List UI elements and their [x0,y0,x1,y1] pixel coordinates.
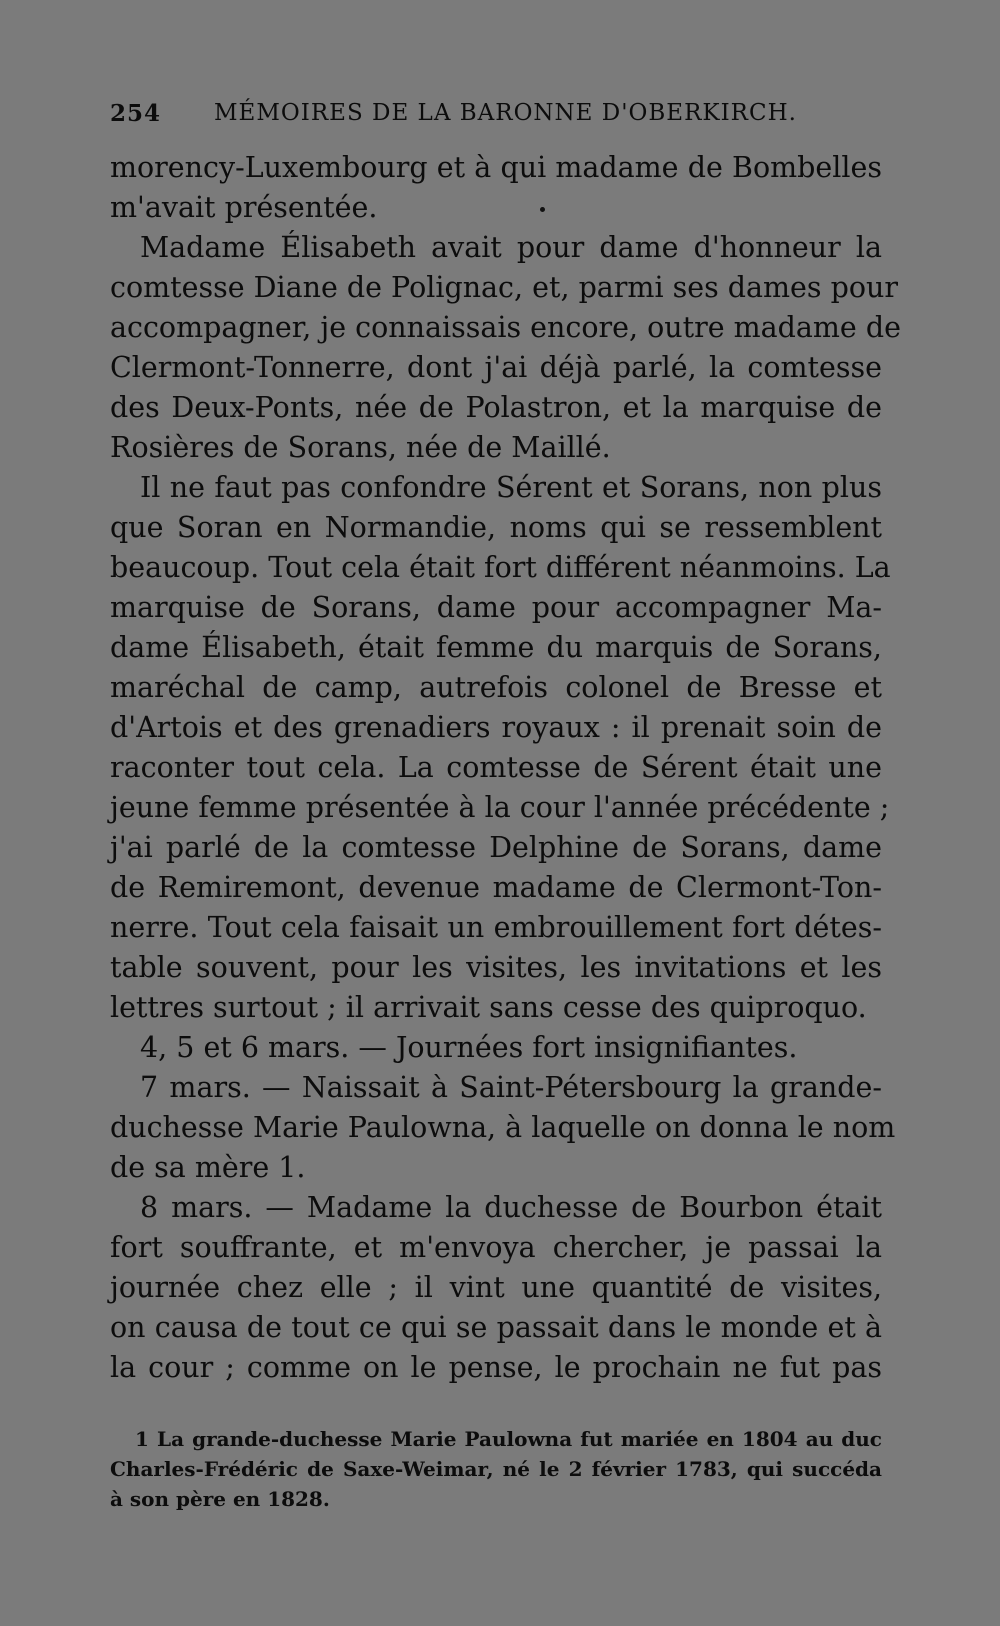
text-line: raconter tout cela. La comtesse de Sérent était une [110,751,882,784]
text-line: accompagner, je connaissais encore, outre madame de [110,311,901,344]
text-line: 4, 5 et 6 mars. — Journées fort insignifiantes. [140,1031,798,1064]
text-line: de sa mère 1. [110,1151,306,1184]
footnote-line: à son père en 1828. [110,1487,330,1511]
text-line: Rosières de Sorans, née de Maillé. [110,431,611,464]
text-line: nerre. Tout cela faisait un embrouillement fort détes- [110,911,882,944]
text-line: on causa de tout ce qui se passait dans le monde et à [110,1311,882,1344]
text-line: jeune femme présentée à la cour l'année précédente ; [110,791,890,824]
text-line: journée chez elle ; il vint une quantité de visites, [110,1271,882,1304]
text-line: 7 mars. — Naissait à Saint-Pétersbourg la grande- [140,1071,882,1104]
footnote-line: 1 La grande-duchesse Marie Paulowna fut mariée en 1804 au duc [135,1427,882,1451]
text-line: beaucoup. Tout cela était fort différent néanmoins. La [110,551,891,584]
text-line: Madame Élisabeth avait pour dame d'honneur la [140,231,882,264]
print-speck [540,207,545,212]
text-line: duchesse Marie Paulowna, à laquelle on donna le nom [110,1111,896,1144]
body-text [110,148,901,1388]
text-line: des Deux-Ponts, née de Polastron, et la marquise de [110,391,882,424]
page-number: 254 [110,100,162,127]
text-line: j'ai parlé de la comtesse Delphine de Sorans, dame [110,831,882,864]
text-line: de Remiremont, devenue madame de Clermont-Ton- [110,871,882,904]
text-line: comtesse Diane de Polignac, et, parmi ses dames pour [110,271,898,304]
text-line: fort souffrante, et m'envoya chercher, je passai la [110,1231,882,1264]
footnote [110,1424,882,1514]
text-line: marquise de Sorans, dame pour accompagner Ma- [110,591,882,624]
text-line: la cour ; comme on le pense, le prochain ne fut pas [110,1351,882,1384]
page-header [110,100,885,134]
footnote-line: Charles-Frédéric de Saxe-Weimar, né le 2 février 1783, qui succéda [110,1457,882,1481]
text-line: maréchal de camp, autrefois colonel de Bresse et [110,671,882,704]
text-line: Clermont-Tonnerre, dont j'ai déjà parlé, la comtesse [110,351,882,384]
text-line: 8 mars. — Madame la duchesse de Bourbon était [140,1191,882,1224]
text-line: lettres surtout ; il arrivait sans cesse des quiproquo. [110,991,867,1024]
text-line: morency-Luxembourg et à qui madame de Bombelles [110,151,882,184]
text-line: que Soran en Normandie, noms qui se ressemblent [110,511,882,544]
text-line: Il ne faut pas confondre Sérent et Sorans, non plus [140,471,882,504]
text-line: table souvent, pour les visites, les invitations et les [110,951,882,984]
running-title: MÉMOIRES DE LA BARONNE D'OBERKIRCH. [214,100,797,126]
text-line: d'Artois et des grenadiers royaux : il prenait soin de [110,711,882,744]
text-line: dame Élisabeth, était femme du marquis de Sorans, [110,631,882,664]
text-line: m'avait présentée. [110,191,378,224]
